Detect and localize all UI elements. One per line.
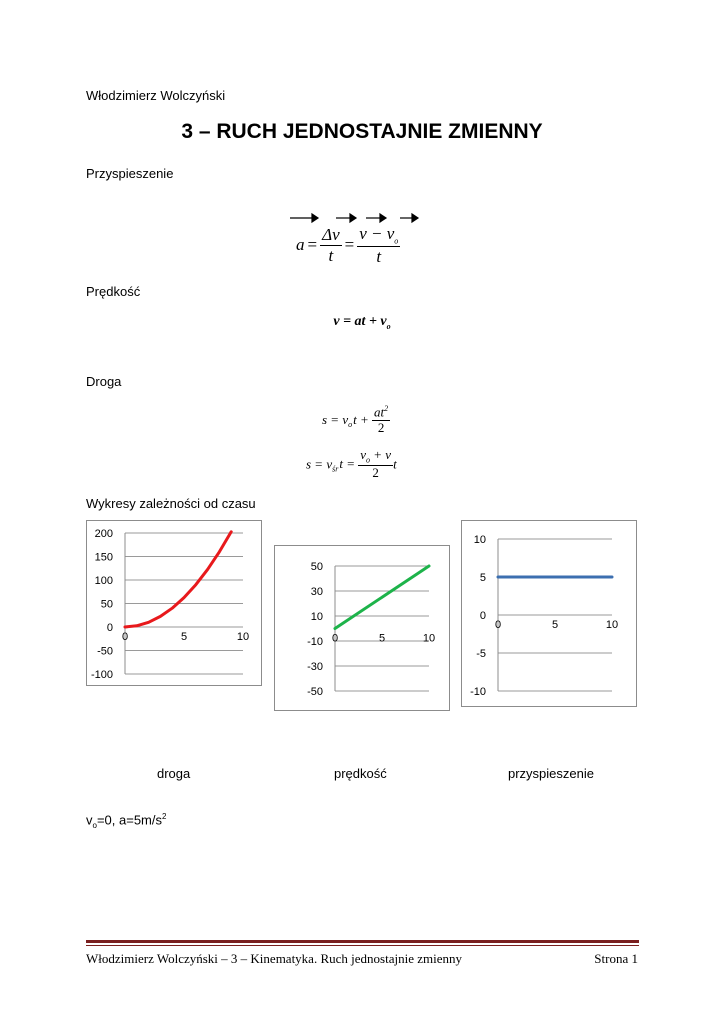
page-title: 3 – RUCH JEDNOSTAJNIE ZMIENNY bbox=[181, 120, 543, 143]
dist2-lhs: s = v bbox=[306, 456, 333, 472]
initial-conditions bbox=[86, 812, 166, 830]
dist2-num: v bbox=[360, 447, 367, 462]
acc-symbol: a bbox=[296, 235, 305, 255]
chart-distance bbox=[86, 520, 262, 686]
section-velocity: Prędkość bbox=[86, 284, 141, 299]
acceleration-formula bbox=[296, 224, 400, 266]
velocity-text: v = at + v bbox=[333, 314, 387, 329]
dist1-den: 2 bbox=[377, 420, 385, 436]
dist2-mid: t = bbox=[339, 456, 355, 472]
caption-distance: droga bbox=[157, 766, 191, 781]
y-tick-label: -50 bbox=[97, 645, 113, 658]
velocity-formula bbox=[0, 314, 724, 331]
series-line bbox=[125, 532, 231, 627]
dist2-fraction bbox=[358, 448, 393, 481]
y-tick-label: -5 bbox=[476, 648, 486, 660]
dist1-fraction bbox=[372, 404, 390, 436]
acc-den2: t bbox=[376, 246, 382, 266]
y-tick-label: -100 bbox=[90, 669, 113, 681]
y-tick-label: 200 bbox=[94, 528, 113, 540]
y-tick-label: 0 bbox=[479, 610, 486, 622]
y-tick-label: -10 bbox=[470, 686, 486, 698]
dist1-num: at bbox=[374, 404, 385, 420]
dist2-num-sub: o bbox=[366, 455, 371, 465]
caption-acceleration: przyspieszenie bbox=[508, 766, 594, 781]
y-tick-label: 10 bbox=[473, 534, 486, 546]
x-tick-label: 0 bbox=[494, 619, 502, 631]
acc-num1: Δv bbox=[322, 225, 340, 245]
footer-rule-thick bbox=[86, 940, 639, 943]
author-name: Włodzimierz Wolczyński bbox=[86, 88, 226, 103]
dist2-sub: śr bbox=[332, 464, 339, 474]
acc-equals-2: = bbox=[344, 235, 355, 255]
y-tick-label: 150 bbox=[94, 551, 113, 564]
cond-sub: o bbox=[92, 820, 97, 830]
y-tick-label: 50 bbox=[100, 598, 113, 611]
y-tick-label: -50 bbox=[307, 686, 323, 698]
chart-velocity bbox=[274, 545, 450, 711]
x-tick-label: 5 bbox=[378, 632, 386, 645]
footer-text: Włodzimierz Wolczyński – 3 – Kinematyka. Ruch jednostajnie zmienny bbox=[86, 951, 462, 966]
x-tick-label: 5 bbox=[180, 631, 188, 643]
x-tick-label: 0 bbox=[331, 632, 339, 645]
section-graphs: Wykresy zależności od czasu bbox=[86, 496, 256, 511]
cond-rest: =0, a=5m/s bbox=[96, 812, 162, 828]
dist1-lhs: s = v bbox=[322, 412, 349, 428]
footer-page-number: Strona 1 bbox=[594, 951, 638, 966]
section-acceleration: Przyspieszenie bbox=[86, 166, 174, 181]
chart-velocity-svg bbox=[275, 546, 449, 710]
cond-sup: 2 bbox=[162, 812, 167, 821]
dist2-tail: t bbox=[393, 456, 397, 472]
section-distance: Droga bbox=[86, 374, 122, 389]
y-tick-label: 10 bbox=[310, 611, 323, 623]
dist1-num-sup: 2 bbox=[384, 404, 389, 413]
y-tick-label: 5 bbox=[479, 572, 486, 584]
dist2-den: 2 bbox=[372, 464, 379, 480]
caption-velocity: prędkość bbox=[334, 766, 387, 781]
dist1-mid: t + bbox=[353, 412, 369, 428]
acc-num2-sub: o bbox=[394, 236, 399, 246]
acc-fraction-2 bbox=[357, 224, 400, 266]
distance-formula-2 bbox=[306, 448, 397, 481]
y-tick-label: 100 bbox=[94, 575, 113, 587]
cond-v: v bbox=[86, 812, 93, 828]
acc-fraction-1 bbox=[320, 225, 342, 265]
chart-distance-svg bbox=[87, 521, 261, 685]
chart-acceleration bbox=[461, 520, 637, 707]
y-tick-label: 50 bbox=[310, 561, 323, 573]
dist1-sub: o bbox=[348, 420, 353, 430]
dist2-num-rest: + v bbox=[370, 447, 392, 462]
acc-num2: v − v bbox=[359, 224, 395, 243]
footer-rule-thin bbox=[86, 945, 639, 946]
chart-acceleration-svg bbox=[462, 521, 636, 706]
distance-formula-1 bbox=[322, 404, 390, 436]
y-tick-label: -30 bbox=[307, 661, 323, 673]
series-line bbox=[335, 566, 429, 629]
y-tick-label: -10 bbox=[307, 636, 323, 648]
x-tick-label: 10 bbox=[422, 632, 436, 645]
x-tick-label: 10 bbox=[605, 619, 619, 631]
x-tick-label: 5 bbox=[551, 619, 559, 631]
y-tick-label: 30 bbox=[310, 586, 323, 598]
velocity-sub: o bbox=[386, 321, 391, 331]
y-tick-label: 0 bbox=[106, 622, 113, 634]
acc-den1: t bbox=[328, 245, 334, 265]
x-tick-label: 10 bbox=[236, 631, 250, 643]
acc-equals-1: = bbox=[307, 235, 318, 255]
x-tick-label: 0 bbox=[121, 631, 129, 643]
